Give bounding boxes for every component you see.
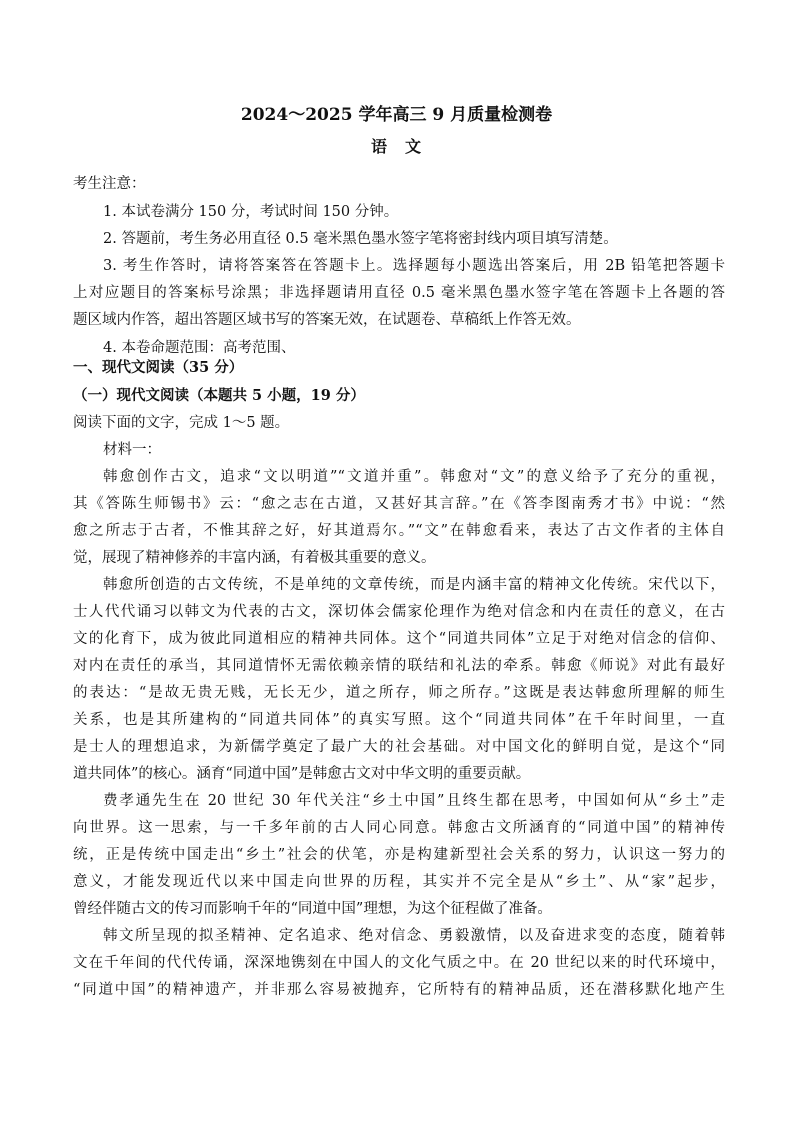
passage-line: 的表达：“是故无贵无贱，无长无少，道之所存，师之所存。”这既是表达韩愈所理解的师生 bbox=[73, 685, 725, 701]
passage-line: 其《答陈生师锡书》云：“愈之志在古道，又甚好其言辞。”在《答李图南秀才书》中说：“然 bbox=[73, 496, 725, 512]
passage-line: 道共同体”的核心。涵育“同道中国”是韩愈古文对中华文明的重要贡献。 bbox=[73, 766, 531, 782]
passage-line: 士人代代诵习以韩文为代表的古文，深切体会儒家伦理作为绝对信念和内在责任的意义，在古 bbox=[73, 604, 725, 620]
passage-line: 文的化育下，成为彼此同道相应的精神共同体。这个“同道共同体”立足于对绝对信念的信仰、 bbox=[73, 631, 725, 647]
passage-line: 愈之所志于古者，不惟其辞之好，好其道焉尔。”“文”在韩愈看来，表达了古文作者的主体自 bbox=[73, 523, 725, 539]
passage-line: 觉，展现了精神修养的丰富内涵，有着极其重要的意义。 bbox=[73, 550, 436, 566]
notice-heading: 考生注意： bbox=[73, 176, 146, 192]
notice-line: 2. 答题前，考生务必用直径 0.5 毫米黑色墨水签字笔将密封线内项目填写清楚。 bbox=[103, 231, 618, 247]
passage-line: 文在千年间的代代传诵，深深地镌刻在中国人的文化气质之中。在 20 世纪以来的时代环境中， bbox=[73, 955, 725, 971]
material-label: 材料一： bbox=[103, 442, 161, 458]
passage-line: 曾经伴随古文的传习而影响千年的“同道中国”理想，为这个征程做了准备。 bbox=[73, 901, 552, 917]
instruction-text: 阅读下面的文字，完成 1～5 题。 bbox=[73, 415, 290, 431]
section-heading: 一、现代文阅读（35 分） bbox=[73, 359, 244, 376]
notice-line: 4. 本卷命题范围：高考范围、 bbox=[103, 340, 296, 356]
notice-line: 上对应题目的答案标号涂黑；非选择题请用直径 0.5 毫米黑色墨水签字笔在答题卡上各题的答 bbox=[73, 285, 725, 301]
notice-line: 题区域内作答，超出答题区域书写的答案无效，在试题卷、草稿纸上作答无效。 bbox=[73, 312, 581, 328]
notice-line: 3. 考生作答时，请将答案答在答题卡上。选择题每小题选出答案后，用 2B 铅笔把答题卡 bbox=[103, 258, 725, 274]
passage-line: 统，正是传统中国走出“乡土”社会的伏笔，亦是构建新型社会关系的努力，认识这一努力的 bbox=[73, 847, 725, 863]
subsection-heading: （一）现代文阅读（本题共 5 小题，19 分） bbox=[73, 387, 365, 404]
passage-line: 是士人的理想追求，为新儒学奠定了最广大的社会基础。对中国文化的鲜明自觉，是这个“同 bbox=[73, 739, 725, 755]
passage-line: 韩愈所创造的古文传统，不是单纯的文章传统，而是内涵丰富的精神文化传统。宋代以下， bbox=[103, 577, 725, 593]
passage-line: 意义，才能发现近代以来中国走向世界的历程，其实并不完全是从“乡土”、从“家”起步， bbox=[73, 874, 725, 890]
passage-line: 韩文所呈现的拟圣精神、定名追求、绝对信念、勇毅激情，以及奋进求变的态度，随着韩 bbox=[103, 928, 725, 944]
subject-title: 语 文 bbox=[370, 137, 422, 156]
passage-line: “同道中国”的精神遗产，并非那么容易被抛弃，它所特有的精神品质，还在潜移默化地产生 bbox=[73, 982, 725, 998]
passage-line: 韩愈创作古文，追求“文以明道”“文道并重”。韩愈对“文”的意义给予了充分的重视， bbox=[103, 469, 725, 485]
notice-line: 1. 本试卷满分 150 分，考试时间 150 分钟。 bbox=[103, 204, 399, 220]
passage-line: 对内在责任的承当，其同道情怀无需依赖亲情的联结和礼法的牵系。韩愈《师说》对此有最好 bbox=[73, 658, 725, 674]
passage-line: 费孝通先生在 20 世纪 30 年代关注“乡土中国”且终生都在思考，中国如何从“乡土”走 bbox=[103, 793, 725, 809]
passage-line: 关系，也是其所建构的“同道共同体”的真实写照。这个“同道共同体”在千年时间里，一直 bbox=[73, 712, 725, 728]
passage-line: 向世界。这一思索，与一千多年前的古人同心同意。韩愈古文所涵育的“同道中国”的精神传 bbox=[73, 820, 725, 836]
exam-title: 2024～2025 学年高三 9 月质量检测卷 bbox=[240, 105, 553, 125]
